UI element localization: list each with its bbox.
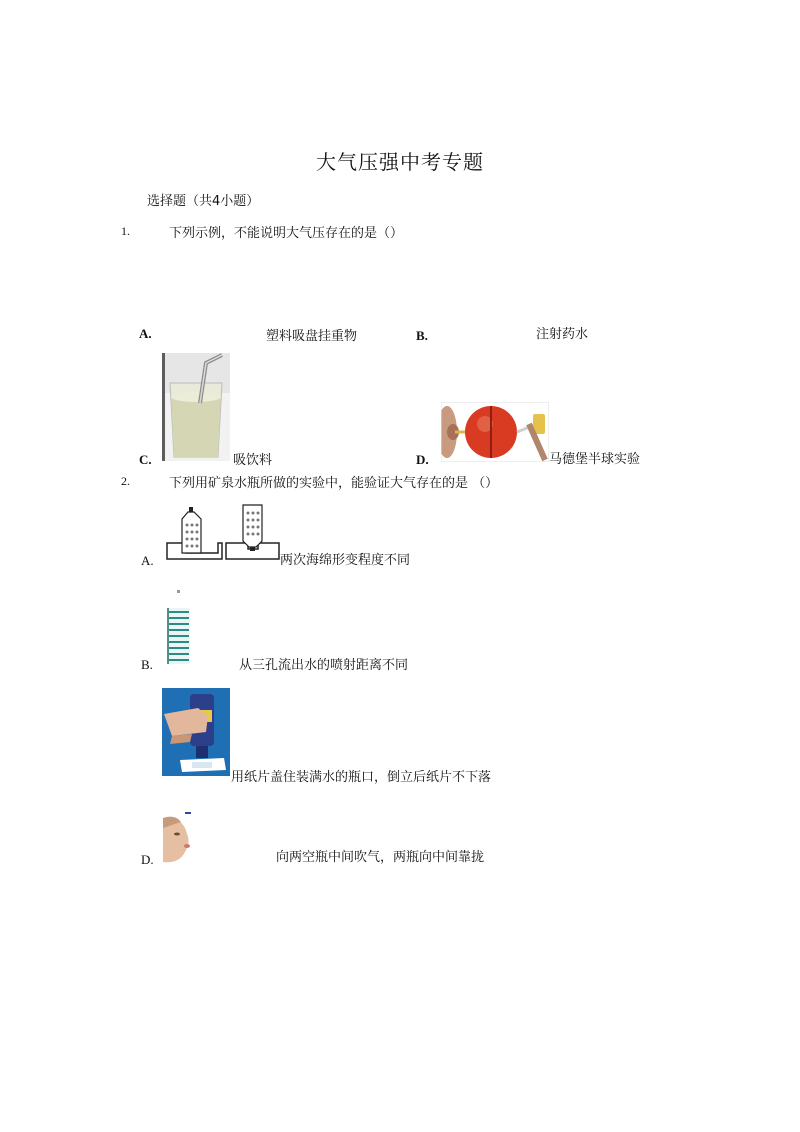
q1-option-c-caption: 吸饮料 [233, 453, 273, 468]
question-1-number: 1. [121, 224, 130, 238]
blowing-face-image [163, 812, 193, 864]
q1-option-c-letter: C. [139, 452, 152, 467]
q2-option-d-letter: D. [141, 852, 154, 867]
question-2-number: 2. [121, 474, 130, 488]
q1-option-a-caption: 塑料吸盘挂重物 [266, 329, 358, 344]
q2-option-b-caption: 从三孔流出水的喷射距离不同 [239, 658, 409, 673]
inverted-bottle-paper-image [162, 688, 230, 776]
bottles-on-sponge-image [166, 503, 280, 561]
q1-option-d-caption: 马德堡半球实验 [549, 452, 641, 467]
q1-option-a-letter: A. [139, 326, 152, 341]
q1-option-d-letter: D. [416, 452, 429, 467]
drink-glass-image [162, 353, 230, 461]
question-2-text: 下列用矿泉水瓶所做的实验中，能验证大气存在的是 （） [169, 476, 499, 491]
q1-option-b-caption: 注射药水 [536, 327, 589, 342]
q2-option-a-caption: 两次海绵形变程度不同 [280, 553, 411, 568]
page-title: 大气压强中考专题 [316, 150, 484, 174]
q2-option-d-caption: 向两空瓶中间吹气，两瓶向中间靠拢 [276, 850, 485, 865]
three-hole-bottle-image [164, 588, 194, 664]
question-1-text: 下列示例，不能说明大气压存在的是（） [169, 226, 404, 241]
section-heading: 选择题（共4小题） [147, 194, 260, 209]
q2-option-c-caption: 用纸片盖住装满水的瓶口，倒立后纸片不下落 [231, 770, 492, 785]
q2-option-b-letter: B. [141, 657, 153, 672]
q2-option-a-letter: A. [141, 553, 154, 568]
q1-option-b-letter: B. [416, 328, 428, 343]
magdeburg-hemispheres-image [441, 402, 549, 462]
